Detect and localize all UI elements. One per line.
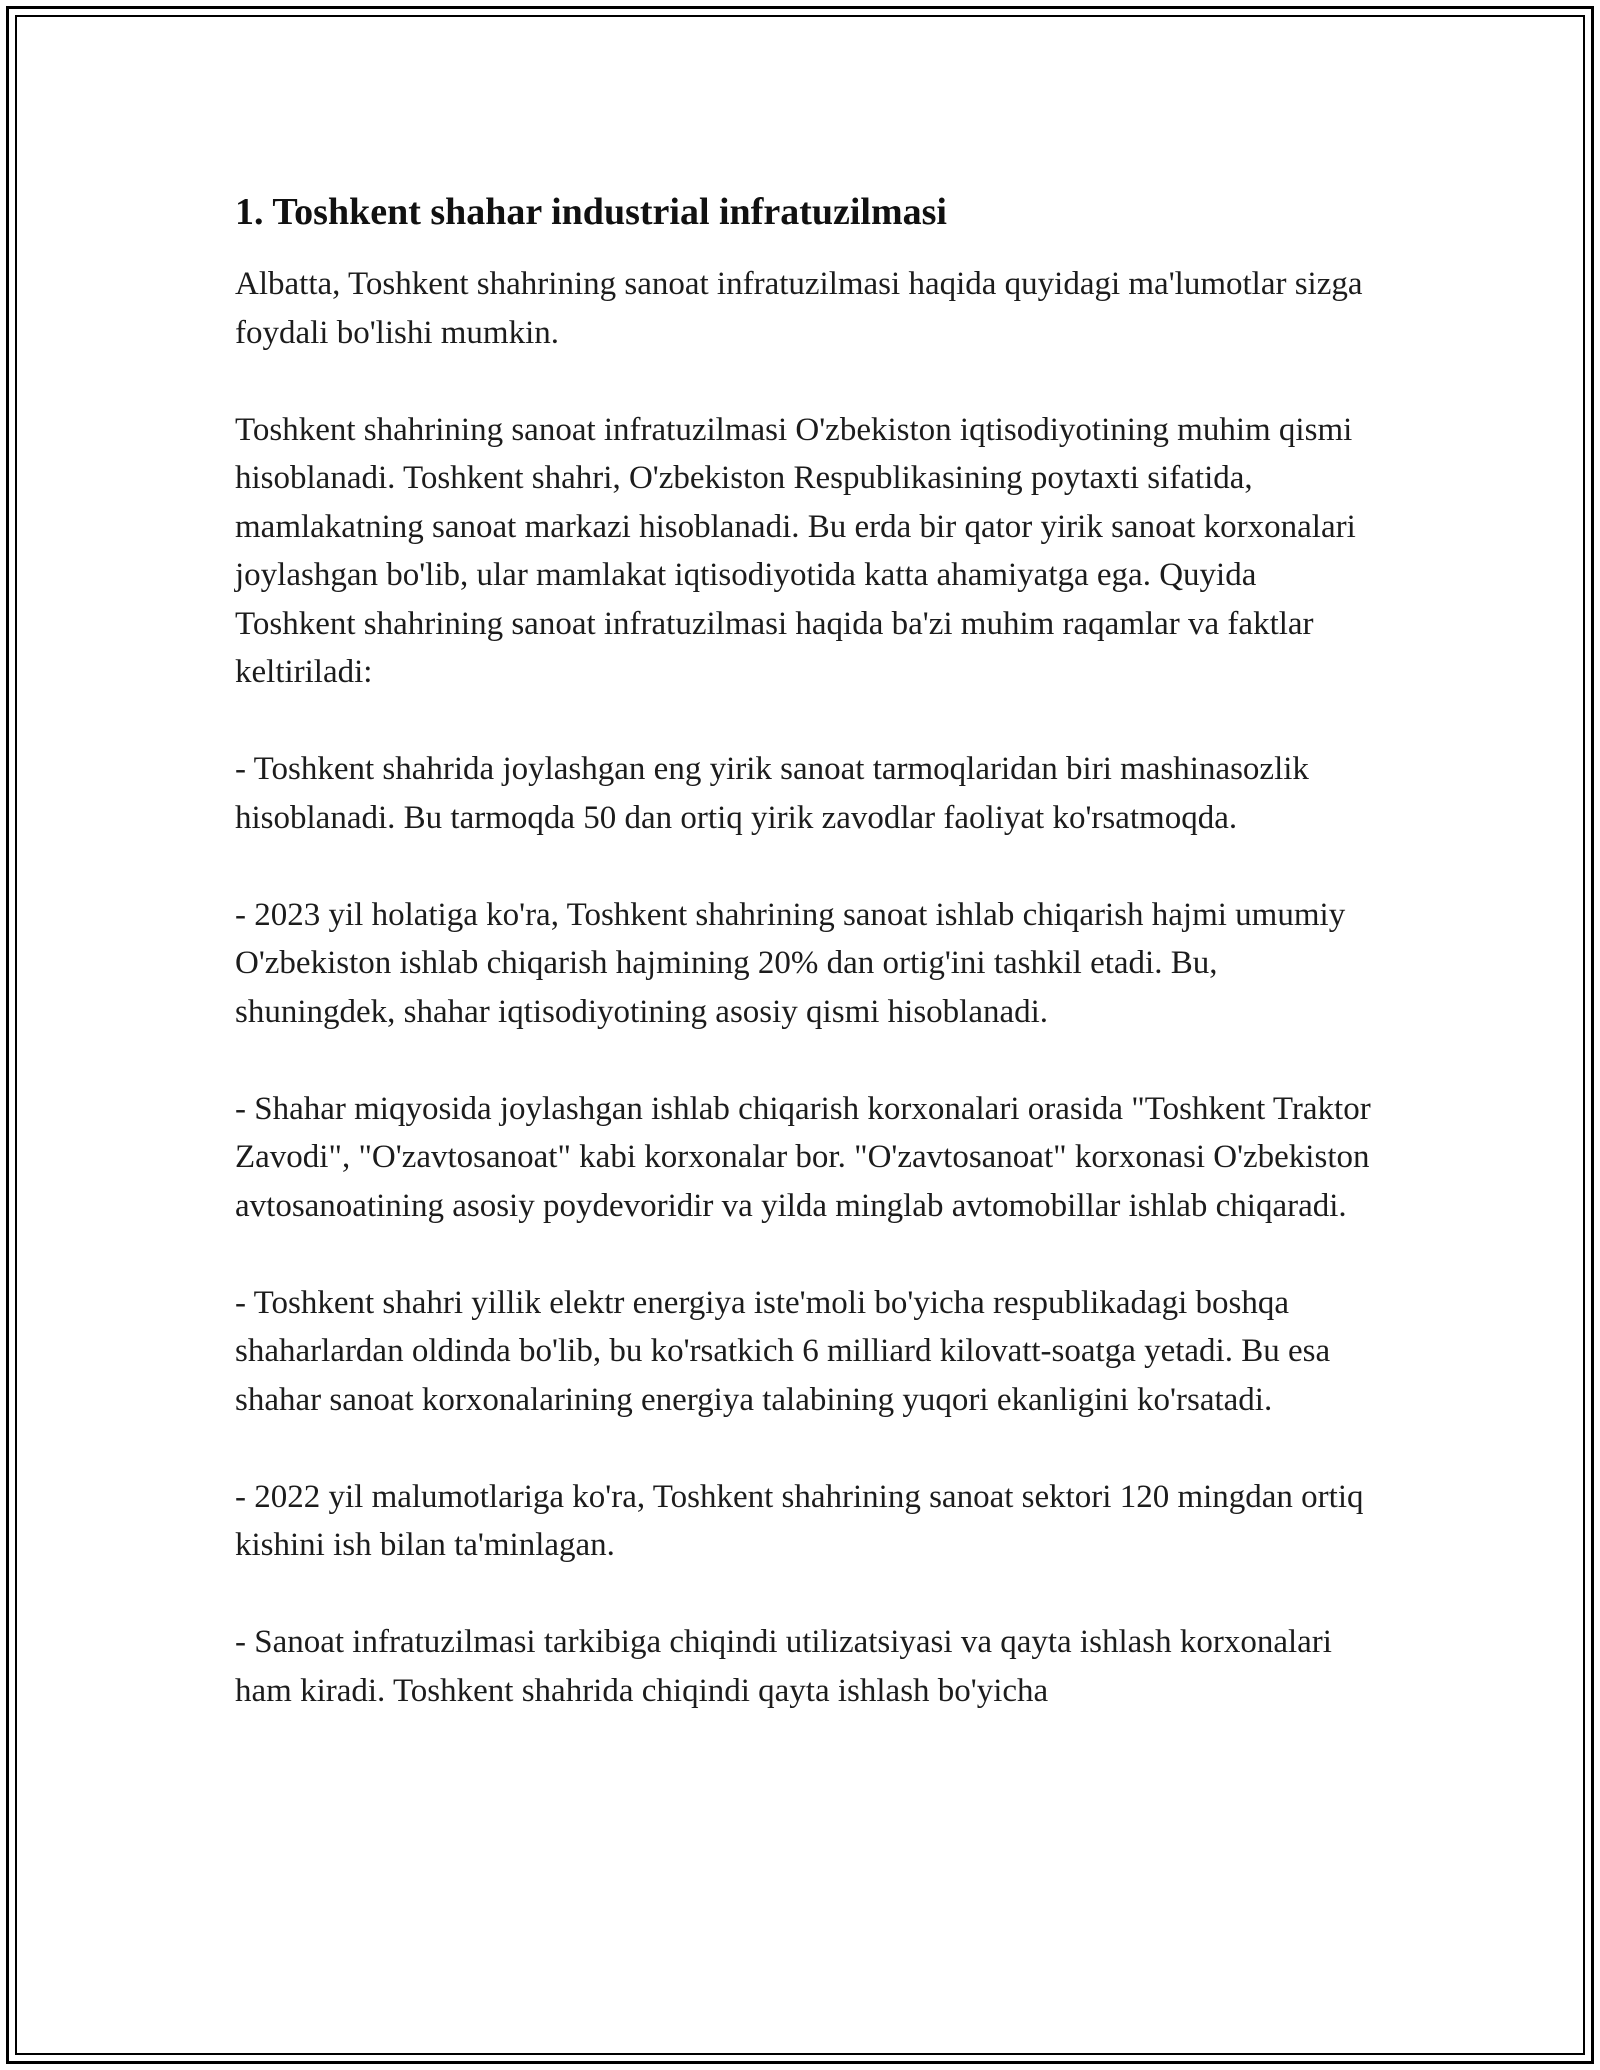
paragraph-intro: Albatta, Toshkent shahrining sanoat infratuzilmasi haqida quyidagi ma'lumotlar sizga foydali bo'lishi mumkin. xyxy=(235,266,1363,351)
document-title: 1. Toshkent shahar industrial infratuzilmasi xyxy=(235,191,947,233)
bullet-waste-recycling: - Sanoat infratuzilmasi tarkibiga chiqindi utilizatsiyasi va qayta ishlash korxonalari ham kiradi. Toshkent shahrida chiqindi qayta ishlash bo'yicha xyxy=(235,1624,1332,1709)
bullet-enterprises: - Shahar miqyosida joylashgan ishlab chiqarish korxonalari orasida "Toshkent Traktor Zavodi", "O'zavtosanoat" kabi korxonalar bor. "O'zavtosanoat" korxonasi O'zbekiston avtosanoatining asosiy poydevoridir va yilda minglab avtomobillar ishlab chiqaradi. xyxy=(235,1090,1371,1224)
document-body xyxy=(235,188,1375,1764)
bullet-energy-consumption: - Toshkent shahri yillik elektr energiya iste'moli bo'yicha respublikadagi boshqa shaharlardan oldinda bo'lib, bu ko'rsatkich 6 milliard kilovatt-soatga yetadi. Bu esa shahar sanoat korxonalarining energiya talabining yuqori ekanligini ko'rsatadi. xyxy=(235,1284,1331,1418)
paragraph-overview: Toshkent shahrining sanoat infratuzilmasi O'zbekiston iqtisodiyotining muhim qismi hisoblanadi. Toshkent shahri, O'zbekiston Respublikasining poytaxti sifatida, mamlakatning sanoat markazi hisoblanadi. Bu erda bir qator yirik sanoat korxonalari joylashgan bo'lib, ular mamlakat iqtisodiyotida katta ahamiyatga ega. Quyida Toshkent shahrining sanoat infratuzilmasi haqida ba'zi muhim raqamlar va faktlar keltiriladi: xyxy=(235,411,1356,690)
bullet-employment: - 2022 yil malumotlariga ko'ra, Toshkent shahrining sanoat sektori 120 mingdan ortiq kishini ish bilan ta'minlagan. xyxy=(235,1478,1364,1563)
bullet-machine-building: - Toshkent shahrida joylashgan eng yirik sanoat tarmoqlaridan biri mashinasozlik hisoblanadi. Bu tarmoqda 50 dan ortiq yirik zavodlar faoliyat ko'rsatmoqda. xyxy=(235,751,1309,836)
bullet-production-share: - 2023 yil holatiga ko'ra, Toshkent shahrining sanoat ishlab chiqarish hajmi umumiy O'zbekiston ishlab chiqarish hajmining 20% dan ortig'ini tashkil etadi. Bu, shuningdek, shahar iqtisodiyotining asosiy qismi hisoblanadi. xyxy=(235,896,1346,1030)
